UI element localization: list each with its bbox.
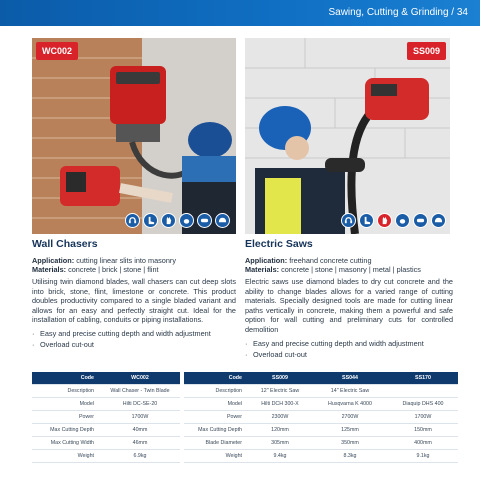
table-row — [32, 410, 180, 423]
gloves-icon — [377, 213, 392, 228]
page-title: Sawing, Cutting & Grinding / 34 — [328, 7, 468, 18]
ear-protection-icon — [125, 213, 140, 228]
table-cell — [388, 384, 458, 397]
ppe-icon-row — [341, 213, 446, 228]
ear-protection-icon — [341, 213, 356, 228]
table-cell: Power — [32, 410, 100, 423]
table-row — [184, 410, 458, 423]
table-row — [32, 436, 180, 449]
table-cell: 350mm — [312, 436, 388, 449]
table-row — [32, 423, 180, 436]
feature-list — [32, 328, 236, 350]
table-cell: Power — [184, 410, 248, 423]
table-cell: 400mm — [388, 436, 458, 449]
table-cell: 150mm — [388, 423, 458, 436]
boots-icon — [359, 213, 374, 228]
table-cell: Wall Chaser - Twin Blade — [100, 384, 180, 397]
table-row — [184, 384, 458, 397]
ppe-icon-row — [125, 213, 230, 228]
electric-saws-section — [245, 238, 453, 360]
application-label: Application: — [245, 256, 288, 265]
table-cell: 305mm — [248, 436, 312, 449]
feature-item: · Easy and precise cutting depth and width adjustment — [32, 328, 236, 339]
table-cell: 2700W — [312, 410, 388, 423]
table-header-cell: Code — [184, 372, 248, 384]
application-text: cutting linear slits into masonry — [74, 256, 176, 265]
table-cell: Model — [184, 397, 248, 410]
feature-list — [245, 338, 453, 360]
description-paragraph: Electric saws use diamond blades to dry cut concrete and the ability to change blades allows for a varied range of cutting materials. Specially designed tools are made for cutting linear paths vertically in concrete, making them a powerful and safe option for wall cutting and preliminary cuts for controlled demolition — [245, 277, 453, 334]
helmet-icon — [215, 213, 230, 228]
helmet-icon — [431, 213, 446, 228]
table-cell: 8.3kg — [312, 449, 388, 462]
table-header-row — [32, 372, 180, 384]
gloves-icon — [161, 213, 176, 228]
table-cell: Max Cutting Width — [32, 436, 100, 449]
wall-chaser-illustration — [32, 38, 236, 234]
table-row — [184, 397, 458, 410]
table-header-cell: WC002 — [100, 372, 180, 384]
table-cell: Hilti DCH 300-X — [248, 397, 312, 410]
wall-chasers-section — [32, 238, 236, 350]
table-cell: 14" Electric Saw — [312, 384, 388, 397]
table-header-cell: SS044 — [312, 372, 388, 384]
table-cell: Max Cutting Depth — [32, 423, 100, 436]
application-text: freehand concrete cutting — [287, 256, 372, 265]
section-heading: Electric Saws — [245, 238, 313, 250]
electric-saw-photo — [245, 38, 450, 234]
application-label: Application: — [32, 256, 75, 265]
table-cell: 6.9kg — [100, 449, 180, 462]
table-cell: 1700W — [100, 410, 180, 423]
product-code-badge: SS009 — [407, 42, 446, 60]
table-row — [32, 397, 180, 410]
table-cell: Model — [32, 397, 100, 410]
table-cell: 46mm — [100, 436, 180, 449]
materials-text: concrete | stone | masonry | metal | plastics — [279, 265, 421, 274]
table-cell: 9.4kg — [248, 449, 312, 462]
table-header-cell: Code — [32, 372, 100, 384]
materials-line — [245, 265, 453, 274]
table-cell: Description — [32, 384, 100, 397]
feature-item: · Overload cut-out — [245, 349, 453, 360]
feature-item: · Overload cut-out — [32, 339, 236, 350]
application-line — [32, 256, 236, 265]
table-cell: Description — [184, 384, 248, 397]
page-header — [0, 0, 480, 26]
table-row — [32, 384, 180, 397]
table-cell: 9.1kg — [388, 449, 458, 462]
description-paragraph: Utilising twin diamond blades, wall chasers can cut deep slots into brick, stone, flint, limestone or concrete. This product doubles productivity compared to a single bladed variant and allows for an easy and perfectly straight cut. Ideal for the installation of cabling, conduits or piping installations. — [32, 277, 236, 325]
wall-chaser-spec-table — [32, 372, 180, 463]
table-row — [184, 449, 458, 462]
materials-label: Materials: — [32, 265, 67, 274]
table-header-row — [184, 372, 458, 384]
table-cell: 120mm — [248, 423, 312, 436]
table-cell: 125mm — [312, 423, 388, 436]
table-cell: Max Cutting Depth — [184, 423, 248, 436]
table-cell: 1700W — [388, 410, 458, 423]
electric-saw-illustration — [245, 38, 450, 234]
wall-chaser-photo — [32, 38, 236, 234]
feature-item: · Easy and precise cutting depth and width adjustment — [245, 338, 453, 349]
table-cell: Weight — [184, 449, 248, 462]
materials-label: Materials: — [245, 265, 280, 274]
application-line — [245, 256, 453, 265]
table-cell: Blade Diameter — [184, 436, 248, 449]
table-row — [32, 449, 180, 462]
table-cell: Weight — [32, 449, 100, 462]
table-row — [184, 436, 458, 449]
table-cell: 2300W — [248, 410, 312, 423]
electric-saw-spec-table — [184, 372, 458, 463]
table-cell: 12" Electric Saw — [248, 384, 312, 397]
table-header-cell: SS170 — [388, 372, 458, 384]
table-row — [184, 423, 458, 436]
materials-line — [32, 265, 236, 274]
product-code-badge: WC002 — [36, 42, 78, 60]
table-header-cell: SS009 — [248, 372, 312, 384]
goggles-icon — [197, 213, 212, 228]
materials-text: concrete | brick | stone | flint — [66, 265, 159, 274]
table-cell: Hilti DC-SE-20 — [100, 397, 180, 410]
mask-icon — [395, 213, 410, 228]
section-heading: Wall Chasers — [32, 238, 98, 250]
table-cell: 40mm — [100, 423, 180, 436]
mask-icon — [179, 213, 194, 228]
goggles-icon — [413, 213, 428, 228]
table-cell: Diaquip DHS 400 — [388, 397, 458, 410]
table-cell: Husqvarna K 4000 — [312, 397, 388, 410]
boots-icon — [143, 213, 158, 228]
